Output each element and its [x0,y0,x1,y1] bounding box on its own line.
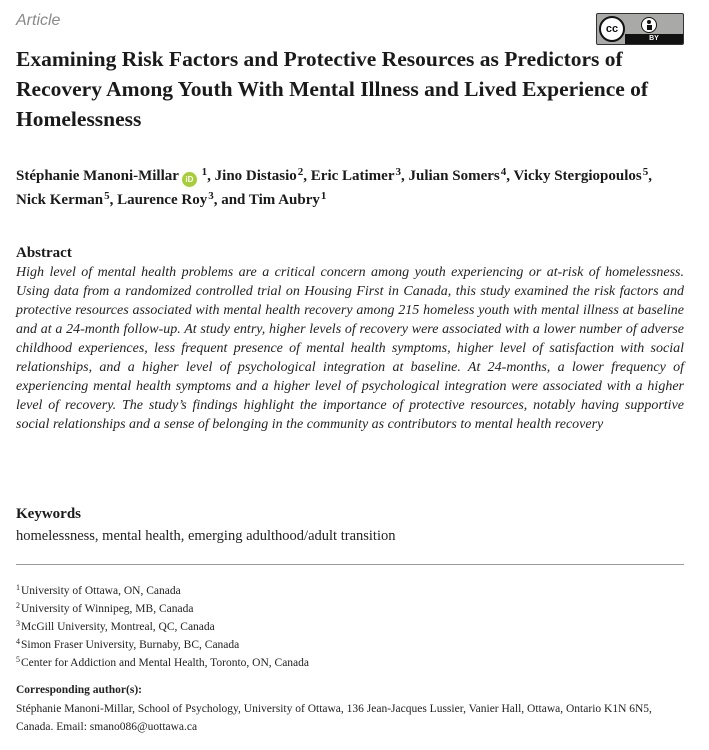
affiliation-text: Center for Addiction and Mental Health, Toronto, ON, Canada [21,657,310,669]
article-type-label: Article [16,12,61,29]
author-name[interactable]: Stéphanie Manoni-Millar [16,168,179,184]
author-name[interactable]: Tim Aubry [248,192,320,208]
author-separator: , [401,168,409,184]
author-affiliation-number[interactable]: 4 [500,166,507,178]
affiliation-item [16,582,309,600]
affiliation-number: 3 [16,619,20,628]
affiliation-number: 4 [16,637,20,646]
author-name[interactable]: Laurence Roy [117,192,208,208]
affiliation-number: 2 [16,601,20,610]
section-divider [16,564,684,565]
keywords-text: homelessness, mental health, emerging adulthood/adult transition [16,528,396,544]
abstract-heading: Abstract [16,245,72,261]
creative-commons-icon: cc [599,16,625,42]
author-affiliation-number[interactable]: 5 [642,166,649,178]
author-name[interactable]: Jino Distasio [214,168,297,184]
affiliation-item [16,654,309,672]
author-affiliation-number[interactable]: 2 [297,166,304,178]
author-separator: , and [213,192,249,208]
author-name[interactable]: Eric Latimer [310,168,395,184]
affiliation-item [16,600,309,618]
author-separator: , [207,168,215,184]
author-name[interactable]: Julian Somers [408,168,500,184]
affiliation-text: McGill University, Montreal, QC, Canada [21,621,215,633]
author-list [16,164,676,212]
affiliation-item [16,618,309,636]
license-by-text: BY [625,34,683,44]
author-separator: , [303,168,311,184]
author-separator: , [109,192,118,208]
abstract-text: High level of mental health problems are a critical concern among youth experiencing or at-risk of homelessness. Using data from a randomized controlled trial on Housing First in Canada, this study examined the risk factors and protective resources associated with mental health recovery among 215 homeless youth with mental illness at baseline and at a 24-month follow-up. At study entry, higher levels of recovery were associated with a lower number of adverse childhood experiences, less frequent presence of mental health symptoms, higher level of satisfaction with social relationships, and a higher level of psychological integration at baseline. At 24-months, a lower frequency of experiencing mental health symptoms and a higher level of psychological integration were associated with a higher level of recovery. The study’s findings highlight the importance of protective resources, notably having supportive social relationships and a sense of belonging in the community as contributors to mental health recovery [16,265,684,432]
author-affiliation-number[interactable]: 1 [320,190,327,202]
corresponding-author-details: Stéphanie Manoni-Millar, School of Psychology, University of Ottawa, 136 Jean-Jacques Lussier, Vanier Hall, Ottawa, Ontario K1N 6N5, Canada. Email: smano086@uottawa.ca [16,703,652,733]
affiliation-list [16,582,309,672]
author-affiliation-number[interactable]: 5 [104,190,110,202]
affiliation-text: University of Winnipeg, MB, Canada [21,603,194,615]
author-affiliation-number[interactable]: 1 [201,166,208,178]
affiliation-number: 1 [16,583,20,592]
keywords-heading: Keywords [16,506,81,522]
author-separator: , [506,168,514,184]
author-name[interactable]: Vicky Stergiopoulos [513,168,642,184]
author-separator: , [648,168,652,184]
article-title: Examining Risk Factors and Protective Resources as Predictors of Recovery Among Youth With Mental Illness and Lived Experience of Homelessness [16,47,649,131]
affiliation-item [16,636,309,654]
affiliation-text: Simon Fraser University, Burnaby, BC, Canada [21,639,240,651]
author-affiliation-number[interactable]: 3 [208,190,214,202]
corresponding-author-heading: Corresponding author(s): [16,684,142,696]
affiliation-text: University of Ottawa, ON, Canada [21,585,181,597]
attribution-person-icon [641,17,657,33]
affiliation-number: 5 [16,655,20,664]
cc-by-license-badge[interactable] [596,13,684,45]
orcid-icon[interactable]: iD [182,172,197,187]
author-name[interactable]: Nick Kerman [16,192,104,208]
author-affiliation-number[interactable]: 3 [395,166,401,178]
